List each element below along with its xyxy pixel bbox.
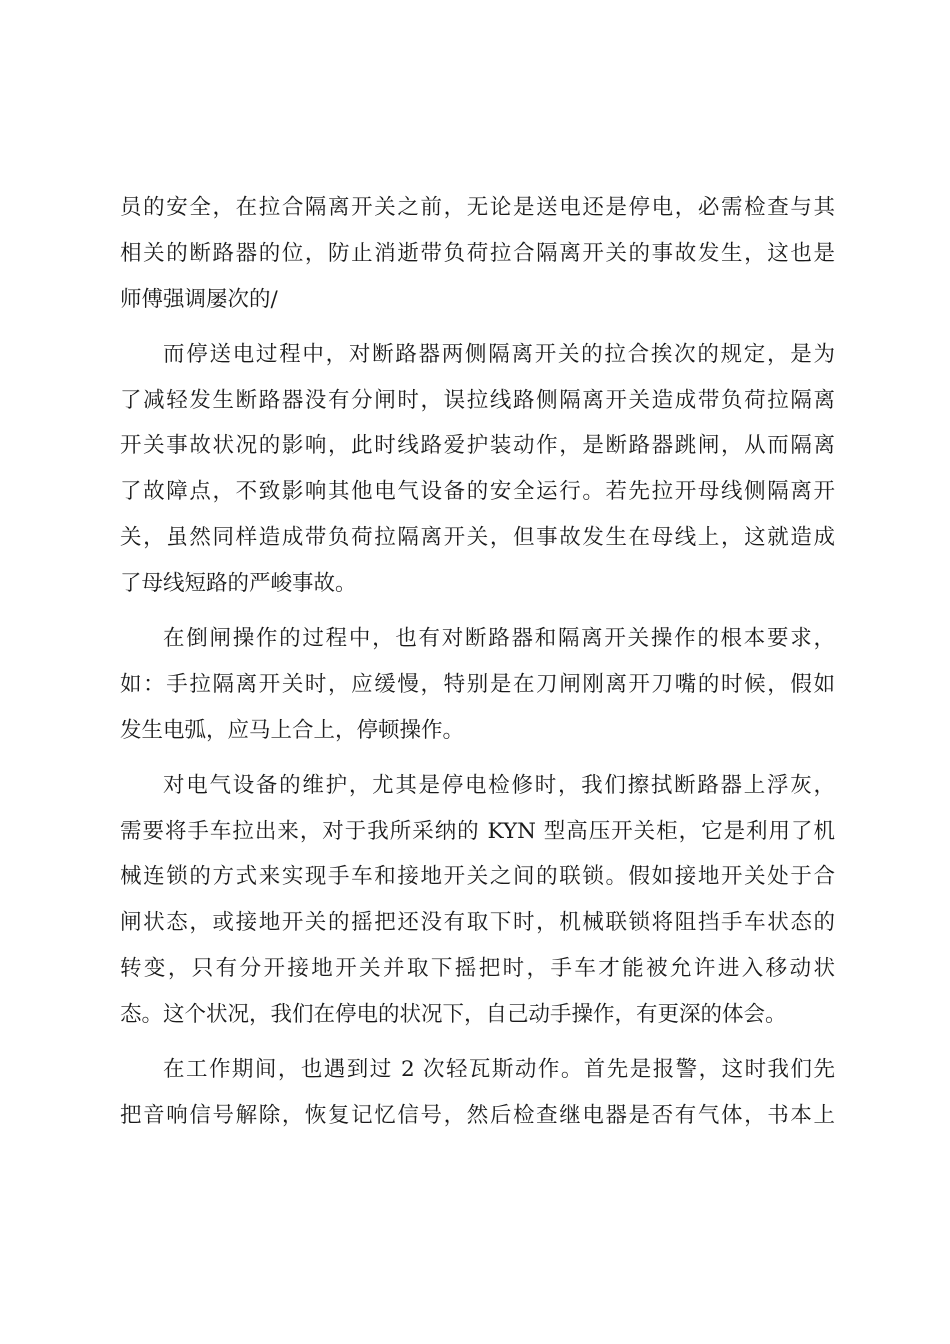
text-line: 了故障点，不致影响其他电气设备的安全运行。若先拉开母线侧隔离开 (120, 479, 835, 505)
paragraph-3 (120, 616, 835, 754)
text-line: 了母线短路的严峻事故。 (120, 571, 357, 597)
text-line: 员的安全，在拉合隔离开关之前，无论是送电还是停电，必需检查与其 (120, 195, 835, 220)
text-line: 了减轻发生断路器没有分闸时，误拉线路侧隔离开关造成带负荷拉隔离 (120, 387, 835, 413)
text-line: 需要将手车拉出来，对于我所采纳的 KYN 型高压开关柜，它是利用了机 (120, 818, 835, 844)
text-line: 转变，只有分开接地开关并取下摇把时，手车才能被允许进入移动状 (120, 956, 835, 982)
text-line: 关，虽然同样造成带负荷拉隔离开关，但事故发生在母线上，这就造成 (120, 525, 835, 551)
text-line: 把音响信号解除，恢复记忆信号，然后检查继电器是否有气体，书本上 (120, 1102, 835, 1128)
text-line: 在倒闸操作的过程中，也有对断路器和隔离开关操作的根本要求， (163, 626, 835, 652)
paragraph-spacer (120, 754, 835, 763)
text-line: 械连锁的方式来实现手车和接地开关之间的联锁。假如接地开关处于合 (120, 864, 835, 890)
text-line: 在工作期间，也遇到过 2 次轻瓦斯动作。首先是报警，这时我们先 (163, 1057, 835, 1083)
paragraph-spacer (120, 323, 835, 332)
paragraph-2 (120, 332, 835, 607)
text-line: 相关的断路器的位，防止消逝带负荷拉合隔离开关的事故发生，这也是 (120, 240, 835, 266)
text-line: 开关事故状况的影响，此时线路爱护装动作，是断路器跳闸，从而隔离 (120, 433, 835, 459)
paragraph-spacer (120, 1038, 835, 1047)
text-line: 如：手拉隔离开关时，应缓慢，特别是在刀闸刚离开刀嘴的时候，假如 (120, 671, 835, 697)
text-line: 发生电弧，应马上合上，停顿操作。 (120, 717, 465, 743)
document-body (120, 185, 835, 1139)
paragraph-1 (120, 185, 835, 323)
paragraph-spacer (120, 607, 835, 616)
text-line: 态。这个状况，我们在停电的状况下，自己动手操作，有更深的体会。 (120, 1002, 787, 1028)
text-line: 闸状态，或接地开关的摇把还没有取下时，机械联锁将阻挡手车状态的 (120, 910, 835, 936)
paragraph-4 (120, 763, 835, 1038)
text-line: 师傅强调屡次的/ (120, 286, 278, 312)
paragraph-5 (120, 1047, 835, 1139)
text-line: 对电气设备的维护，尤其是停电检修时，我们擦拭断路器上浮灰， (163, 772, 835, 798)
text-line: 而停送电过程中，对断路器两侧隔离开关的拉合挨次的规定，是为 (163, 341, 835, 367)
